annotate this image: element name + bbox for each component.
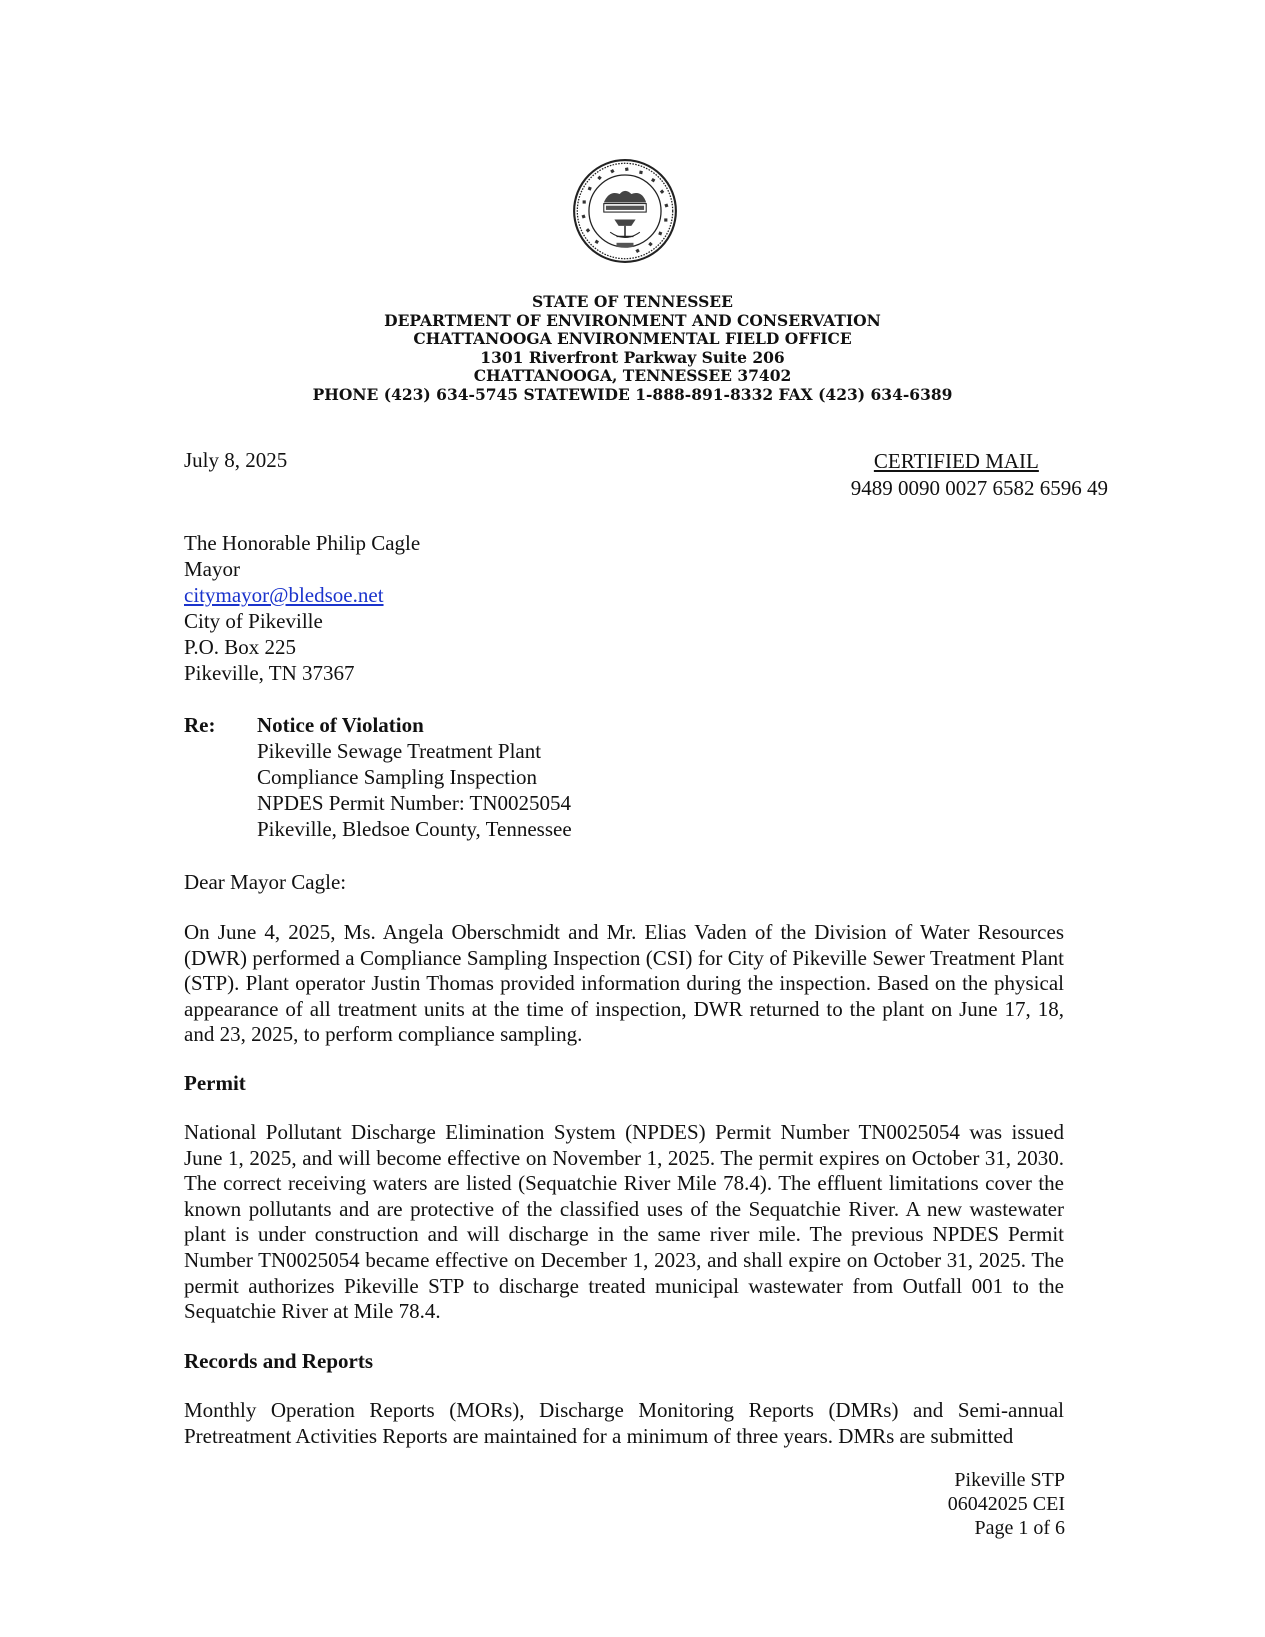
footer-page-number: Page 1 of 6 — [974, 1517, 1065, 1539]
letterhead-department: DEPARTMENT OF ENVIRONMENT AND CONSERVATION — [384, 310, 881, 330]
salutation: Dear Mayor Cagle: — [184, 870, 347, 894]
re-facility: Pikeville Sewage Treatment Plant — [257, 739, 542, 763]
records-heading: Records and Reports — [184, 1349, 373, 1373]
certified-mail-label: CERTIFIED MAIL — [873, 449, 1039, 473]
tennessee-state-seal-icon — [572, 158, 678, 264]
certified-mail-block — [850, 448, 1108, 502]
footer-code: 06042025 CEI — [947, 1493, 1065, 1515]
re-permit-number: NPDES Permit Number: TN0025054 — [257, 791, 572, 815]
letterhead-phone: PHONE (423) 634-5745 STATEWIDE 1-888-891-8332 FAX (423) 634-6389 — [312, 384, 953, 404]
recipient-city: Pikeville, TN 37367 — [184, 661, 355, 685]
recipient-name: The Honorable Philip Cagle — [184, 531, 421, 555]
recipient-org: City of Pikeville — [184, 609, 323, 633]
letter-date: July 8, 2025 — [184, 448, 288, 472]
letterhead-city: CHATTANOOGA, TENNESSEE 37402 — [473, 366, 792, 385]
permit-paragraph: National Pollutant Discharge Elimination System (NPDES) Permit Number TN0025054 was issued June 1, 2025, and will become effective on November 1, 2025. The permit expires on October 31, 2030. The correct receiving waters are listed (Sequatchie River Mile 78.4). The effluent limitations cover the known pollutants and are protective of the classified uses of the Sequatchie River. A new wastewater plant is under construction and will discharge in the same river mile. The previous NPDES Permit Number TN0025054 became effective on December 1, 2023, and shall expire on October 31, 2025. The permit authorizes Pikeville STP to discharge treated municipal wastewater from Outfall 001 to the Sequatchie River at Mile 78.4. — [184, 1120, 1064, 1324]
re-label: Re: — [184, 713, 216, 737]
records-paragraph: Monthly Operation Reports (MORs), Discharge Monitoring Reports (DMRs) and Semi-annual Pretreatment Activities Reports are maintained for a minimum of three years. DMRs are submitted — [184, 1398, 1064, 1448]
re-subject: Notice of Violation — [257, 713, 424, 737]
letterhead — [0, 293, 1265, 404]
intro-paragraph: On June 4, 2025, Ms. Angela Oberschmidt and Mr. Elias Vaden of the Division of Water Resources (DWR) performed a Compliance Sampling Inspection (CSI) for City of Pikeville Sewer Treatment Plant (STP). Plant operator Justin Thomas provided information during the inspection. Based on the physical appearance of all treatment units at the time of inspection, DWR returned to the plant on June 17, 18, and 23, 2025, to perform compliance sampling. — [184, 920, 1064, 1047]
certified-mail-number: 9489 0090 0027 6582 6596 49 — [850, 476, 1108, 500]
permit-heading: Permit — [184, 1071, 246, 1095]
letterhead-state: STATE OF TENNESSEE — [532, 292, 733, 311]
letterhead-office: CHATTANOOGA ENVIRONMENTAL FIELD OFFICE — [413, 329, 852, 348]
re-lines — [257, 712, 572, 842]
page-footer — [948, 1468, 1065, 1540]
recipient-po-box: P.O. Box 225 — [184, 635, 297, 659]
recipient-title: Mayor — [184, 557, 240, 581]
letterhead-street: 1301 Riverfront Parkway Suite 206 — [480, 347, 785, 367]
re-location: Pikeville, Bledsoe County, Tennessee — [257, 817, 572, 841]
re-inspection-type: Compliance Sampling Inspection — [257, 765, 537, 789]
recipient-email-link[interactable]: citymayor@bledsoe.net — [184, 583, 384, 607]
footer-facility: Pikeville STP — [954, 1469, 1065, 1491]
recipient-address — [184, 530, 420, 686]
